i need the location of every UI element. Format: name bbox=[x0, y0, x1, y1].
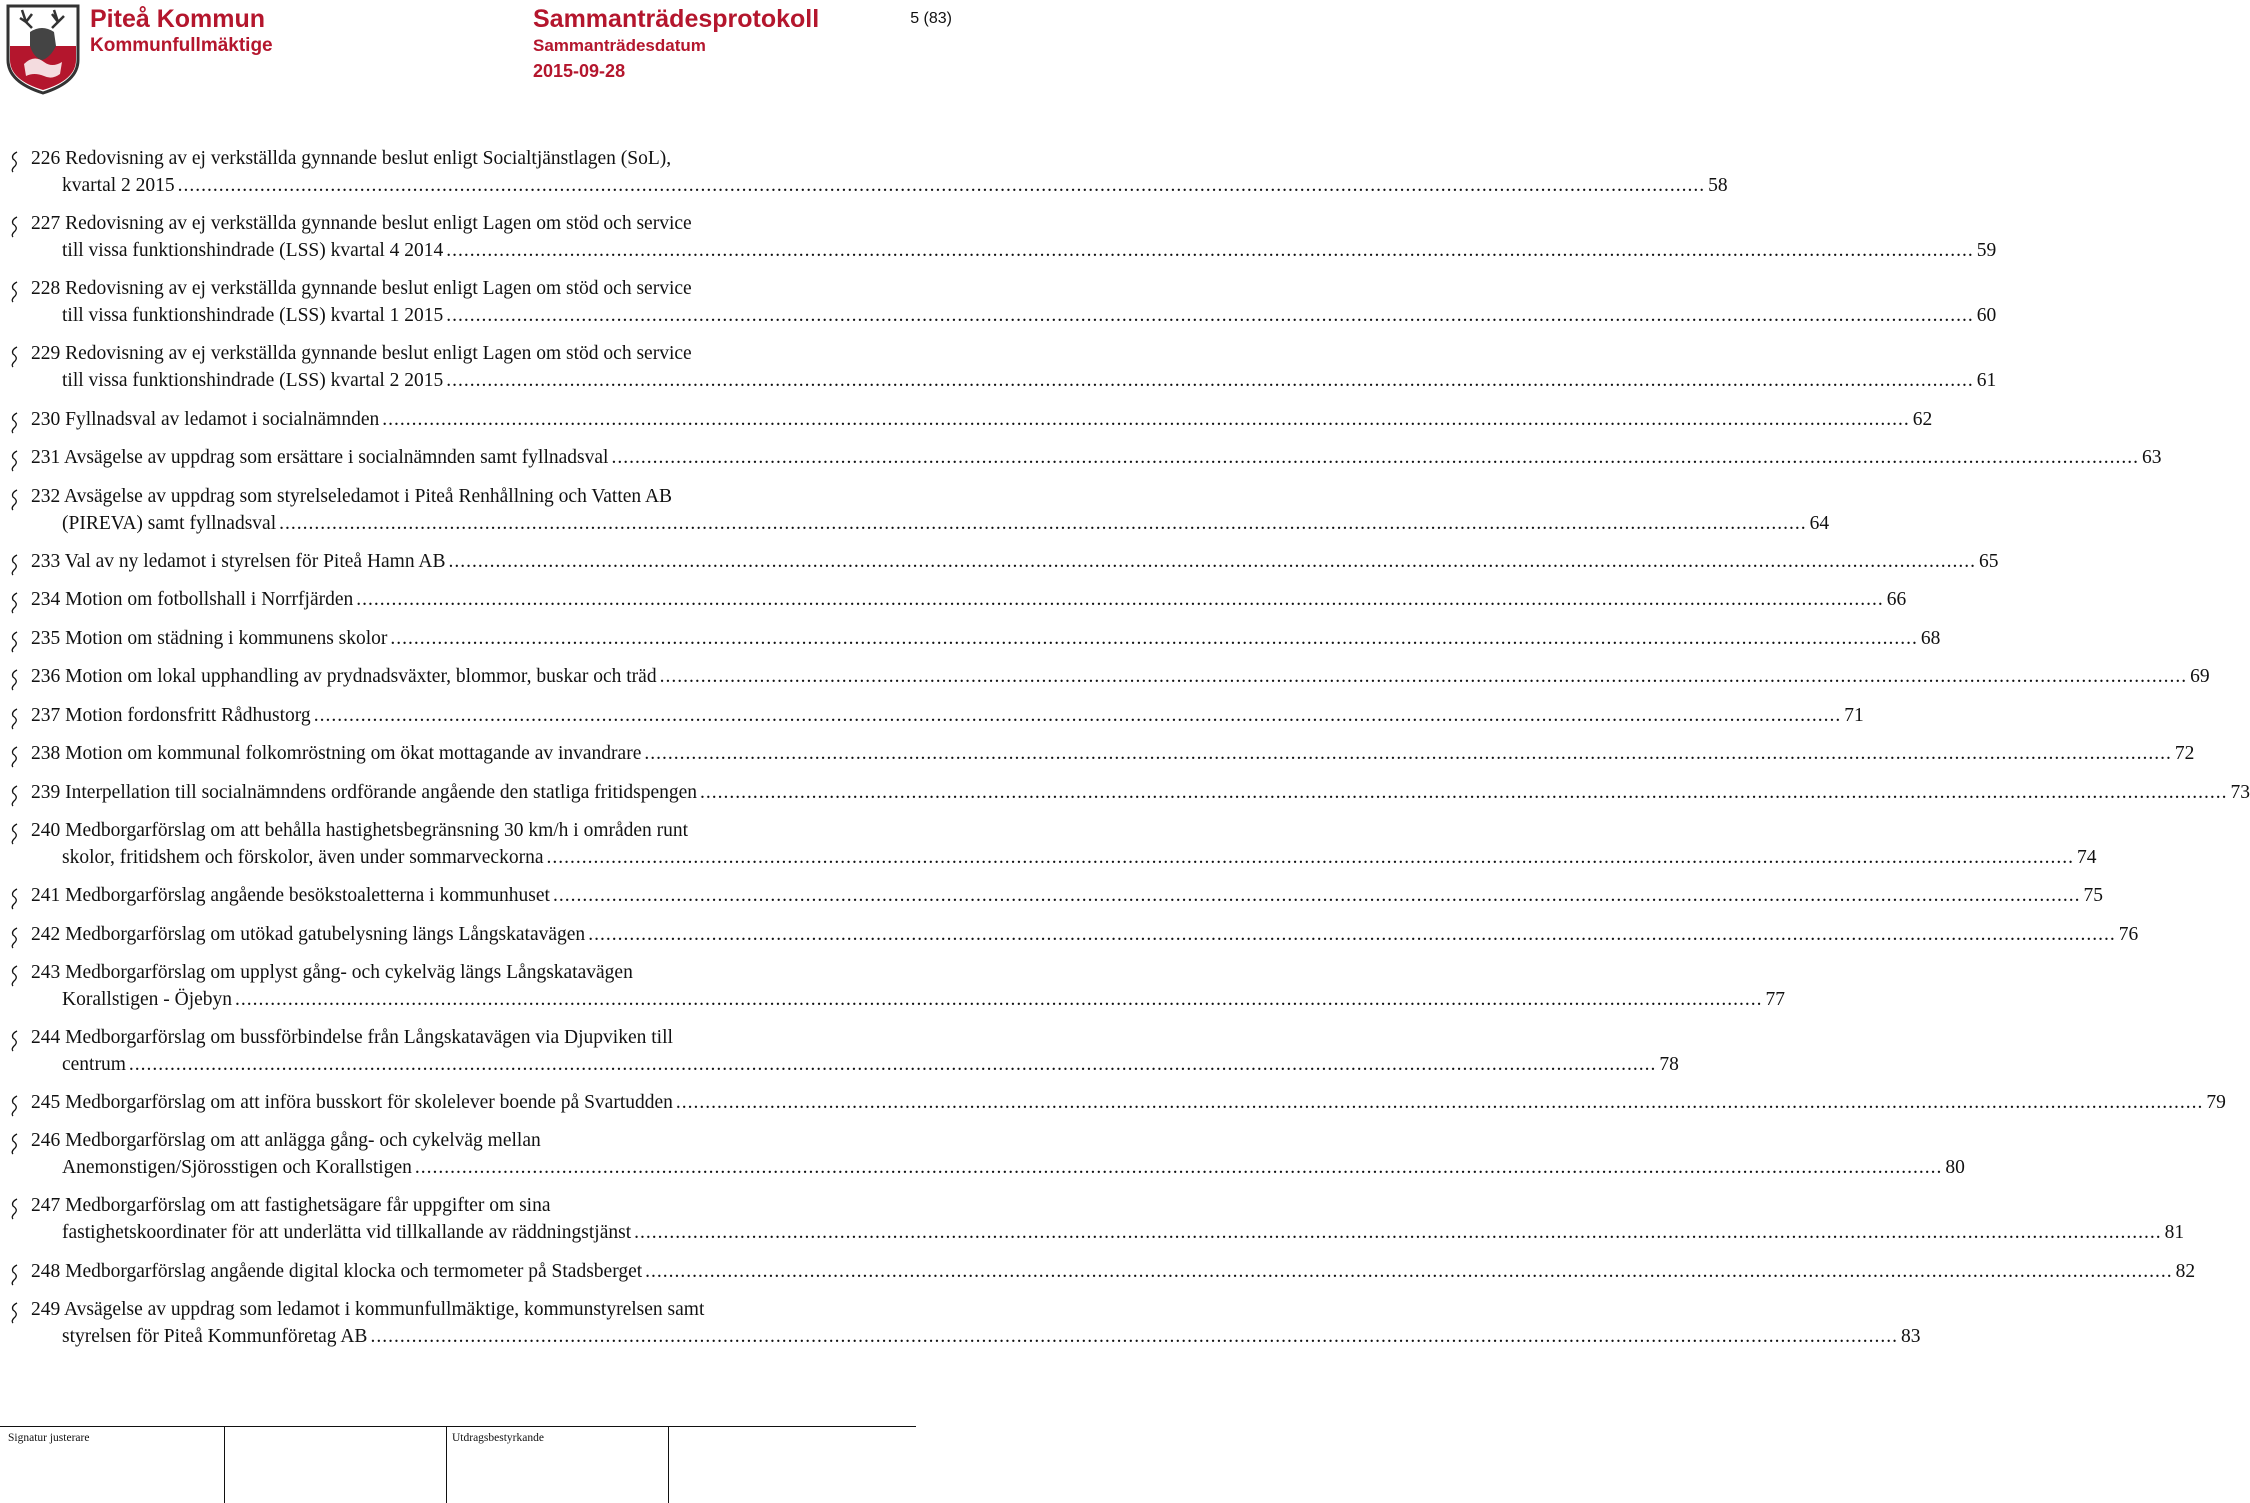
toc-entry-line bbox=[31, 626, 1941, 652]
toc-page-number: 63 bbox=[2141, 447, 2162, 468]
section-mark-icon bbox=[10, 1264, 20, 1286]
toc-entry-line bbox=[31, 1090, 2226, 1116]
toc-entry-line bbox=[31, 146, 887, 172]
section-mark-icon bbox=[10, 554, 20, 576]
dot-leader: .................................................................................................................................................................................................................................................................... bbox=[446, 240, 1974, 261]
toc-entry-title: 246 Medborgarförslag om att anlägga gång- och cykelväg mellan bbox=[31, 1130, 541, 1151]
toc-page-number: 71 bbox=[1844, 705, 1864, 726]
toc-entry-title: 235 Motion om städning i kommunens skolor bbox=[31, 628, 388, 649]
dot-leader: .................................................................................................................................................................................................................................................................... bbox=[588, 924, 2116, 945]
dot-leader: .................................................................................................................................................................................................................................................................... bbox=[177, 175, 1706, 196]
section-mark-icon bbox=[10, 1198, 20, 1220]
section-mark-icon bbox=[10, 631, 20, 653]
toc-entry-line bbox=[31, 741, 2195, 767]
section-mark-icon bbox=[10, 489, 20, 511]
toc-page-number: 82 bbox=[2175, 1261, 2196, 1282]
toc-entry-title: Anemonstigen/Sjörosstigen och Korallstigen bbox=[62, 1157, 412, 1178]
dot-leader: .................................................................................................................................................................................................................................................................... bbox=[370, 1326, 1898, 1347]
toc-entry-title: 234 Motion om fotbollshall i Norrfjärden bbox=[31, 589, 354, 610]
toc-entry-line bbox=[31, 276, 887, 302]
toc-page-number: 72 bbox=[2174, 743, 2195, 764]
toc-entry-line bbox=[62, 238, 1997, 264]
toc-entry-line bbox=[62, 987, 1786, 1013]
toc-entry-line bbox=[31, 1259, 2196, 1285]
toc-entry-line bbox=[31, 703, 1864, 729]
toc-entry-line bbox=[62, 845, 2097, 871]
toc-entry-line bbox=[31, 1193, 887, 1219]
dot-leader: .................................................................................................................................................................................................................................................................... bbox=[382, 409, 1910, 430]
toc-entry-line bbox=[31, 484, 887, 510]
toc-page-number: 75 bbox=[2083, 885, 2103, 906]
toc-entry-title: 244 Medborgarförslag om bussförbindelse från Långskatavägen via Djupviken till bbox=[31, 1027, 673, 1048]
toc-entry-line bbox=[62, 368, 1997, 394]
toc-page-number: 61 bbox=[1976, 370, 1997, 391]
toc-entry-line bbox=[31, 341, 887, 367]
section-mark-icon bbox=[10, 216, 20, 238]
dot-leader: .................................................................................................................................................................................................................................................................... bbox=[644, 743, 2172, 764]
toc-entry-line bbox=[62, 511, 1830, 537]
toc-entry-title: 232 Avsägelse av uppdrag som styrelseledamot i Piteå Renhållning och Vatten AB bbox=[31, 486, 673, 507]
toc-page-number: 69 bbox=[2190, 666, 2210, 687]
footer-divider bbox=[224, 1426, 225, 1503]
toc-entry-title: 237 Motion fordonsfritt Rådhustorg bbox=[31, 705, 311, 726]
toc-page-number: 80 bbox=[1945, 1157, 1965, 1178]
toc-entry-title: 241 Medborgarförslag angående besökstoaletterna i kommunhuset bbox=[31, 885, 550, 906]
toc-entry-line bbox=[31, 1025, 887, 1051]
dot-leader: .................................................................................................................................................................................................................................................................... bbox=[390, 628, 1918, 649]
dot-leader: .................................................................................................................................................................................................................................................................... bbox=[645, 1261, 2173, 1282]
toc-entry-title: 248 Medborgarförslag angående digital klocka och termometer på Stadsberget bbox=[31, 1261, 643, 1282]
toc-page-number: 78 bbox=[1659, 1054, 1679, 1075]
toc-page-number: 60 bbox=[1976, 305, 1997, 326]
toc-entry-line bbox=[31, 664, 2210, 690]
org-name: Piteå Kommun bbox=[90, 5, 266, 33]
toc-entry-line bbox=[31, 922, 2139, 948]
toc-entry-line bbox=[31, 818, 887, 844]
signature-footer bbox=[0, 1424, 960, 1503]
doc-title: Sammanträdesprotokoll bbox=[533, 5, 820, 33]
toc-entry-title: 229 Redovisning av ej verkställda gynnande beslut enligt Lagen om stöd och service bbox=[31, 343, 692, 364]
coat-of-arms-logo bbox=[4, 2, 82, 95]
toc-entry-title: 245 Medborgarförslag om att införa busskort för skolelever boende på Svartudden bbox=[31, 1092, 673, 1113]
toc-entry-title: till vissa funktionshindrade (LSS) kvartal 4 2014 bbox=[62, 240, 444, 261]
toc-entry-title: 249 Avsägelse av uppdrag som ledamot i kommunfullmäktige, kommunstyrelsen samt bbox=[31, 1299, 705, 1320]
date-label: Sammanträdesdatum bbox=[533, 36, 706, 55]
toc-page-number: 77 bbox=[1765, 989, 1786, 1010]
toc-page-number: 81 bbox=[2164, 1222, 2185, 1243]
toc-entry-line bbox=[31, 1297, 887, 1323]
signature-label: Signatur justerare bbox=[8, 1432, 90, 1444]
toc-entry-title: till vissa funktionshindrade (LSS) kvartal 1 2015 bbox=[62, 305, 444, 326]
toc-page-number: 79 bbox=[2206, 1092, 2226, 1113]
date-value: 2015-09-28 bbox=[533, 61, 626, 81]
toc-entry-line bbox=[62, 303, 1997, 329]
org-unit: Kommunfullmäktige bbox=[90, 35, 273, 56]
footer-rule bbox=[0, 1426, 916, 1427]
extract-label: Utdragsbestyrkande bbox=[452, 1432, 544, 1444]
toc-entry-line bbox=[31, 407, 1933, 433]
toc-entry-title: 247 Medborgarförslag om att fastighetsägare får uppgifter om sina bbox=[31, 1195, 551, 1216]
section-mark-icon bbox=[10, 346, 20, 368]
toc-entry-line bbox=[31, 883, 2103, 909]
footer-divider bbox=[668, 1426, 669, 1503]
section-mark-icon bbox=[10, 592, 20, 614]
toc-entry-line bbox=[31, 445, 2162, 471]
toc-page-number: 76 bbox=[2118, 924, 2139, 945]
toc-entry-line bbox=[62, 1155, 1965, 1181]
dot-leader: .................................................................................................................................................................................................................................................................... bbox=[546, 847, 2074, 868]
toc-entry-title: 236 Motion om lokal upphandling av prydnadsväxter, blommor, buskar och träd bbox=[31, 666, 657, 687]
dot-leader: .................................................................................................................................................................................................................................................................... bbox=[675, 1092, 2204, 1113]
dot-leader: .................................................................................................................................................................................................................................................................... bbox=[235, 989, 1763, 1010]
toc-entry-title: Korallstigen - Öjebyn bbox=[62, 989, 233, 1010]
organization-name bbox=[90, 4, 273, 58]
dot-leader: .................................................................................................................................................................................................................................................................... bbox=[446, 370, 1974, 391]
toc-entry-line bbox=[31, 1128, 887, 1154]
page-header bbox=[0, 0, 960, 100]
dot-leader: .................................................................................................................................................................................................................................................................... bbox=[356, 589, 1884, 610]
toc-entry-title: styrelsen för Piteå Kommunföretag AB bbox=[62, 1326, 368, 1347]
section-mark-icon bbox=[10, 1030, 20, 1052]
section-mark-icon bbox=[10, 823, 20, 845]
toc-entry-title: 228 Redovisning av ej verkställda gynnande beslut enligt Lagen om stöd och service bbox=[31, 278, 692, 299]
toc-entry-title: centrum bbox=[62, 1054, 126, 1075]
dot-leader: .................................................................................................................................................................................................................................................................... bbox=[611, 447, 2139, 468]
toc-page-number: 58 bbox=[1708, 175, 1728, 196]
toc-page-number: 64 bbox=[1809, 513, 1830, 534]
toc-entry-title: 240 Medborgarförslag om att behålla hastighetsbegränsning 30 km/h i områden runt bbox=[31, 820, 689, 841]
section-mark-icon bbox=[10, 708, 20, 730]
toc-entry-title: skolor, fritidshem och förskolor, även under sommarveckorna bbox=[62, 847, 544, 868]
section-mark-icon bbox=[10, 450, 20, 472]
dot-leader: .................................................................................................................................................................................................................................................................... bbox=[448, 551, 1976, 572]
footer-divider bbox=[446, 1426, 447, 1503]
toc-entry-line bbox=[31, 780, 2250, 806]
toc-entry-line bbox=[31, 549, 1999, 575]
toc-entry-title: 230 Fyllnadsval av ledamot i socialnämnden bbox=[31, 409, 380, 430]
toc-entry-title: kvartal 2 2015 bbox=[62, 175, 175, 196]
dot-leader: .................................................................................................................................................................................................................................................................... bbox=[414, 1157, 1943, 1178]
section-mark-icon bbox=[10, 151, 20, 173]
section-mark-icon bbox=[10, 927, 20, 949]
toc-entry-title: (PIREVA) samt fyllnadsval bbox=[62, 513, 277, 534]
toc-entry-title: 239 Interpellation till socialnämndens ordförande angående den statliga fritidspengen bbox=[31, 782, 698, 803]
toc-page-number: 62 bbox=[1912, 409, 1933, 430]
section-mark-icon bbox=[10, 1095, 20, 1117]
toc-entry-title: 233 Val av ny ledamot i styrelsen för Piteå Hamn AB bbox=[31, 551, 446, 572]
toc-entry-title: 226 Redovisning av ej verkställda gynnande beslut enligt Socialtjänstlagen (SoL), bbox=[31, 148, 672, 169]
dot-leader: .................................................................................................................................................................................................................................................................... bbox=[659, 666, 2188, 687]
toc-entry-title: fastighetskoordinater för att underlätta vid tillkallande av räddningstjänst bbox=[62, 1222, 632, 1243]
toc-entry-title: 227 Redovisning av ej verkställda gynnande beslut enligt Lagen om stöd och service bbox=[31, 213, 692, 234]
toc-page-number: 65 bbox=[1979, 551, 1999, 572]
toc-entry-line bbox=[62, 1220, 2185, 1246]
section-mark-icon bbox=[10, 412, 20, 434]
toc-page-number: 59 bbox=[1976, 240, 1997, 261]
section-mark-icon bbox=[10, 669, 20, 691]
dot-leader: .................................................................................................................................................................................................................................................................... bbox=[634, 1222, 2162, 1243]
section-mark-icon bbox=[10, 1133, 20, 1155]
dot-leader: .................................................................................................................................................................................................................................................................... bbox=[446, 305, 1974, 326]
dot-leader: .................................................................................................................................................................................................................................................................... bbox=[279, 513, 1807, 534]
toc-page-number: 73 bbox=[2230, 782, 2250, 803]
toc-entry-title: 238 Motion om kommunal folkomröstning om ökat mottagande av invandrare bbox=[31, 743, 642, 764]
section-mark-icon bbox=[10, 888, 20, 910]
dot-leader: .................................................................................................................................................................................................................................................................... bbox=[552, 885, 2081, 906]
dot-leader: .................................................................................................................................................................................................................................................................... bbox=[700, 782, 2228, 803]
section-mark-icon bbox=[10, 746, 20, 768]
dot-leader: .................................................................................................................................................................................................................................................................... bbox=[313, 705, 1842, 726]
toc-page-number: 74 bbox=[2076, 847, 2097, 868]
section-mark-icon bbox=[10, 281, 20, 303]
toc-entry-title: 242 Medborgarförslag om utökad gatubelysning längs Långskatavägen bbox=[31, 924, 586, 945]
toc-entry-line bbox=[62, 1324, 1921, 1350]
page-number: 5 (83) bbox=[910, 10, 952, 27]
toc-entry-title: 243 Medborgarförslag om upplyst gång- och cykelväg längs Långskatavägen bbox=[31, 962, 633, 983]
section-mark-icon bbox=[10, 965, 20, 987]
toc-entry-title: 231 Avsägelse av uppdrag som ersättare i socialnämnden samt fyllnadsval bbox=[31, 447, 609, 468]
toc-entry-line bbox=[31, 587, 1907, 613]
section-mark-icon bbox=[10, 1302, 20, 1324]
dot-leader: .................................................................................................................................................................................................................................................................... bbox=[128, 1054, 1657, 1075]
toc-entry-line bbox=[62, 173, 1728, 199]
toc-entry-line bbox=[31, 211, 887, 237]
toc-entry-line bbox=[62, 1052, 1679, 1078]
section-mark-icon bbox=[10, 785, 20, 807]
document-heading bbox=[533, 4, 819, 84]
toc-page-number: 68 bbox=[1920, 628, 1941, 649]
toc-page-number: 83 bbox=[1900, 1326, 1921, 1347]
toc-page-number: 66 bbox=[1886, 589, 1907, 610]
toc-entry-line bbox=[31, 960, 887, 986]
toc-entry-title: till vissa funktionshindrade (LSS) kvartal 2 2015 bbox=[62, 370, 444, 391]
